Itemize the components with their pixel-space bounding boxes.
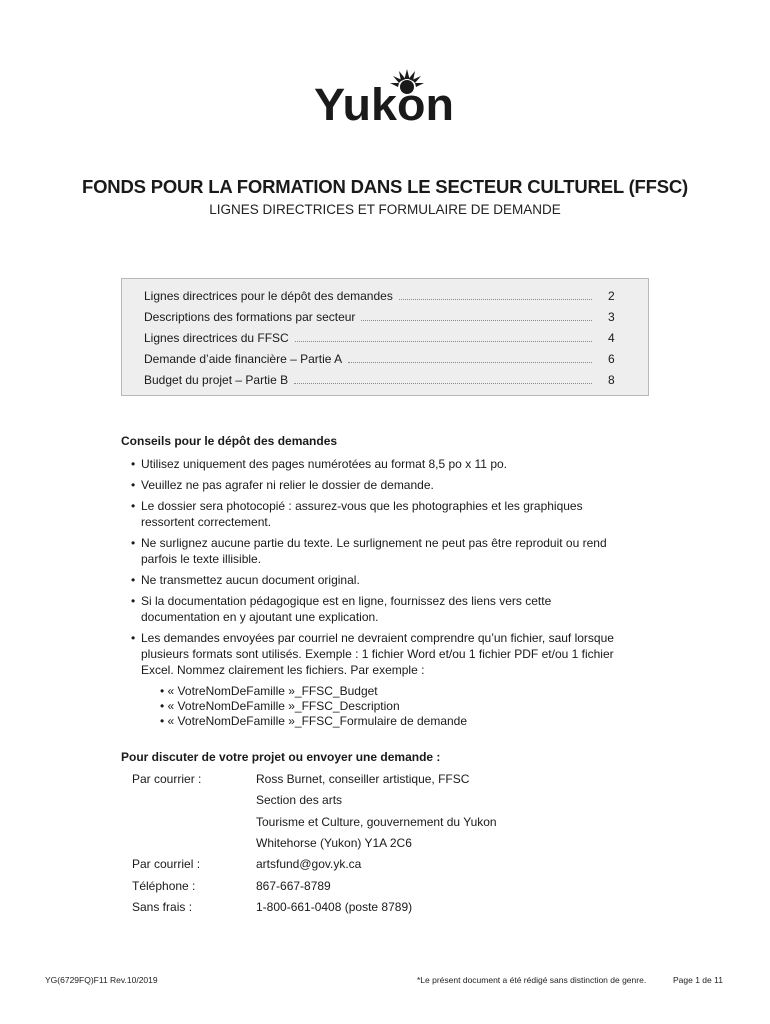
toc-leader [294, 373, 592, 384]
toc-leader [348, 352, 592, 363]
tip-item [131, 572, 651, 588]
toc-item-label: Lignes directrices pour le dépôt des demandes [144, 289, 393, 303]
bullet-icon: • [131, 594, 136, 608]
bullet-icon: • [131, 631, 136, 645]
tip-item [131, 477, 651, 493]
table-of-contents [121, 278, 649, 396]
tip-item [131, 630, 649, 678]
toc-item[interactable] [144, 373, 615, 391]
document-subtitle: LIGNES DIRECTRICES ET FORMULAIRE DE DEMANDE [209, 202, 561, 217]
toc-item[interactable] [144, 289, 615, 307]
tip-item [131, 498, 621, 530]
toc-item[interactable] [144, 331, 615, 349]
toc-item-page: 6 [608, 352, 615, 366]
page-number: Page 1 de 11 [673, 975, 723, 985]
bullet-icon: • [160, 699, 168, 713]
toc-item-page: 2 [608, 289, 615, 303]
tip-item [131, 535, 641, 567]
document-title: FONDS POUR LA FORMATION DANS LE SECTEUR CULTUREL (FFSC) [82, 176, 688, 197]
tip-text: Les demandes envoyées par courriel ne devraient comprendre qu’un fichier, sauf lorsque plusieurs formats sont utilisés. Exemple : 1 fichier Word et/ou 1 fichier PDF et/ou 1 fichier Excel. Nommez clairement les fichiers. Par exemple : [141, 631, 614, 677]
bullet-icon: • [131, 457, 136, 471]
tip-text: Le dossier sera photocopié : assurez-vous que les photographies et les graphiques ressortent correctement. [141, 499, 583, 529]
bullet-icon: • [131, 536, 136, 550]
tollfree-label: Sans frais : [132, 900, 193, 914]
bullet-icon: • [131, 478, 136, 492]
toc-item[interactable] [144, 352, 615, 370]
toc-item-page: 4 [608, 331, 615, 345]
filename-example-text: « VotreNomDeFamille »_FFSC_Description [167, 699, 400, 713]
toc-leader [361, 310, 592, 321]
phone-label: Téléphone : [132, 879, 196, 893]
toc-item-label: Lignes directrices du FFSC [144, 331, 289, 345]
filename-example [160, 698, 400, 714]
toc-leader [295, 331, 592, 342]
tip-item [131, 593, 581, 625]
tip-text: Ne surlignez aucune partie du texte. Le surlignement ne peut pas être reproduit ou rend parfois le texte illisible. [141, 536, 607, 566]
toc-item-label: Descriptions des formations par secteur [144, 310, 356, 324]
tips-heading: Conseils pour le dépôt des demandes [121, 434, 338, 448]
form-code: YG(6729FQ)F11 Rev.10/2019 [45, 975, 158, 985]
bullet-icon: • [160, 714, 168, 728]
tip-text: Si la documentation pédagogique est en ligne, fournissez des liens vers cette documentation en y ajoutant une explication. [141, 594, 552, 624]
bullet-icon: • [160, 684, 168, 698]
gender-note: *Le présent document a été rédigé sans distinction de genre. [417, 975, 647, 985]
phone-number: 867-667-8789 [256, 879, 331, 893]
email-label: Par courriel : [132, 857, 201, 871]
mail-label: Par courrier : [132, 772, 202, 786]
contact-heading: Pour discuter de votre projet ou envoyer une demande : [121, 750, 441, 764]
bullet-icon: • [131, 499, 136, 513]
mail-line: Section des arts [256, 793, 343, 807]
mail-line: Whitehorse (Yukon) Y1A 2C6 [256, 836, 412, 850]
yukon-sun-icon [314, 64, 456, 126]
mail-line: Tourisme et Culture, gouvernement du Yukon [256, 815, 497, 829]
tip-text: Veuillez ne pas agrafer ni relier le dossier de demande. [141, 478, 434, 492]
mail-line: Ross Burnet, conseiller artistique, FFSC [256, 772, 470, 786]
filename-example-text: « VotreNomDeFamille »_FFSC_Formulaire de demande [167, 714, 468, 728]
filename-example-text: « VotreNomDeFamille »_FFSC_Budget [167, 684, 378, 698]
toc-item-label: Budget du projet – Partie B [144, 373, 289, 387]
toc-item-label: Demande d’aide financière – Partie A [144, 352, 343, 366]
tip-text: Utilisez uniquement des pages numérotées au format 8,5 po x 11 po. [141, 457, 507, 471]
toc-leader [399, 289, 592, 300]
tip-text: Ne transmettez aucun document original. [141, 573, 360, 587]
yukon-logo [314, 64, 456, 126]
toc-item[interactable] [144, 310, 615, 328]
email-link[interactable]: artsfund@gov.yk.ca [256, 857, 362, 871]
toc-item-page: 3 [608, 310, 615, 324]
tollfree-number: 1-800-661-0408 (poste 8789) [256, 900, 413, 914]
tip-item [131, 456, 651, 472]
bullet-icon: • [131, 573, 136, 587]
filename-example [160, 683, 378, 699]
toc-item-page: 8 [608, 373, 615, 387]
logo-wordmark: Yukon [314, 79, 454, 126]
filename-example [160, 713, 467, 729]
